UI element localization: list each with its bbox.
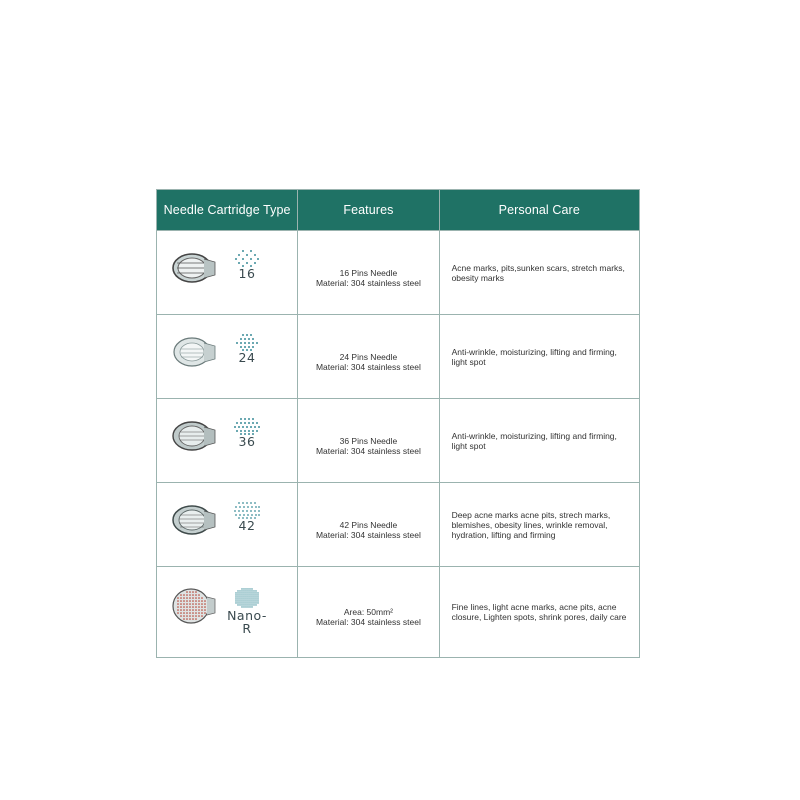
- nano-needle-dot: [177, 609, 179, 611]
- nano-pattern-dot: [241, 588, 242, 589]
- nano-needle-dot: [201, 606, 203, 608]
- cartridge-type-cell: [157, 315, 298, 399]
- nano-needle-dot: [180, 612, 182, 614]
- nano-needle-dot: [198, 594, 200, 596]
- nano-needle-dot: [192, 597, 194, 599]
- nano-pattern-dot: [247, 596, 248, 597]
- nano-needle-dot: [183, 603, 185, 605]
- nano-pattern-dot: [239, 590, 240, 591]
- nano-needle-dot: [198, 609, 200, 611]
- pin-pattern-icon: [234, 333, 260, 351]
- nano-needle-dot: [192, 591, 194, 593]
- nano-needle-dot: [195, 597, 197, 599]
- nano-needle-dot: [189, 597, 191, 599]
- table-row: [157, 231, 640, 315]
- nano-needle-dot: [195, 612, 197, 614]
- nano-pattern-dot: [247, 590, 248, 591]
- nano-pattern-dot: [251, 602, 252, 603]
- nano-needle-dot: [183, 597, 185, 599]
- pin-pattern-36: [231, 417, 263, 448]
- nano-pattern-dot: [243, 590, 244, 591]
- nano-needle-dot: [198, 606, 200, 608]
- nano-pattern-dot: [253, 592, 254, 593]
- nano-pattern-dot: [245, 600, 246, 601]
- nano-needle-dot: [204, 600, 206, 602]
- nano-needle-dot: [204, 612, 206, 614]
- nano-needle-dot: [180, 606, 182, 608]
- nano-pattern-dot: [239, 598, 240, 599]
- nano-needle-dot: [204, 609, 206, 611]
- nano-needle-dot: [189, 591, 191, 593]
- nano-pattern-dot: [251, 604, 252, 605]
- nano-pattern-dot: [243, 592, 244, 593]
- nano-needle-dot: [186, 591, 188, 593]
- nano-needle-dot: [198, 597, 200, 599]
- nano-pattern-dot: [247, 600, 248, 601]
- nano-needle-dot: [192, 609, 194, 611]
- nano-pattern-dot: [255, 596, 256, 597]
- nano-pattern-dot: [243, 598, 244, 599]
- nano-needle-dot: [201, 612, 203, 614]
- cartridge-type-cell: [157, 483, 298, 567]
- nano-pattern-dot: [257, 594, 258, 595]
- nano-needle-dot: [186, 618, 188, 620]
- nano-needle-dot: [189, 606, 191, 608]
- nano-pattern-dot: [245, 604, 246, 605]
- nano-pattern-dot: [243, 588, 244, 589]
- feature-pins: 24 Pins Needle: [339, 351, 398, 362]
- nano-pattern-dot: [241, 598, 242, 599]
- nano-needle-dot: [201, 600, 203, 602]
- nano-pattern-dot: [239, 600, 240, 601]
- nano-needle-dot: [177, 603, 179, 605]
- nano-needle-dot: [198, 615, 200, 617]
- nano-pattern-dot: [255, 600, 256, 601]
- nano-needle-dot: [195, 615, 197, 617]
- nano-needle-dot: [186, 612, 188, 614]
- nano-pattern-dot: [241, 602, 242, 603]
- nano-needle-dot: [192, 600, 194, 602]
- personal-care-cell: Anti-wrinkle, moisturizing, lifting and firming, light spot: [439, 315, 639, 399]
- features-cell: [298, 567, 439, 658]
- feature-material: Material: 304 stainless steel: [315, 445, 421, 456]
- nano-pattern-dot: [241, 604, 242, 605]
- header-personal-care: Personal Care: [439, 190, 639, 231]
- nano-needle-dot: [201, 603, 203, 605]
- nano-pattern-dot: [239, 604, 240, 605]
- nano-pattern-dot: [253, 604, 254, 605]
- nano-pattern-dot: [245, 592, 246, 593]
- needle-cartridge-image: [171, 251, 217, 285]
- nano-pattern-dot: [255, 598, 256, 599]
- nano-pattern-dot: [255, 592, 256, 593]
- nano-pattern-dot: [249, 600, 250, 601]
- feature-material: Material: 304 stainless steel: [315, 617, 421, 627]
- table-row: [157, 399, 640, 483]
- nano-pattern-dot: [243, 604, 244, 605]
- nano-pattern-dot: [251, 600, 252, 601]
- nano-pattern-dot: [249, 602, 250, 603]
- nano-pattern-dot: [237, 592, 238, 593]
- nano-needle-dot: [183, 618, 185, 620]
- nano-needle-dot: [177, 606, 179, 608]
- nano-needle-dot: [189, 609, 191, 611]
- pin-pattern-nano: [223, 587, 271, 635]
- personal-care-cell: Anti-wrinkle, moisturizing, lifting and firming, light spot: [439, 399, 639, 483]
- cartridge-type-cell: [157, 399, 298, 483]
- nano-needle-dot: [183, 609, 185, 611]
- nano-needle-dot: [180, 600, 182, 602]
- header-needle-cartridge-type: Needle Cartridge Type: [157, 190, 298, 231]
- table-header-row: [157, 190, 640, 231]
- nano-pattern-dot: [251, 596, 252, 597]
- nano-pattern-dot: [247, 598, 248, 599]
- pin-count-label: 36: [238, 434, 256, 449]
- nano-pattern-dot: [237, 598, 238, 599]
- nano-pattern-dot: [255, 594, 256, 595]
- nano-needle-dot: [198, 603, 200, 605]
- feature-material: Material: 304 stainless steel: [315, 361, 421, 372]
- nano-pattern-dot: [247, 588, 248, 589]
- nano-pattern-dot: [245, 602, 246, 603]
- nano-needle-dot: [186, 609, 188, 611]
- nano-pattern-dot: [241, 596, 242, 597]
- nano-pattern-dot: [243, 600, 244, 601]
- nano-pattern-dot: [237, 604, 238, 605]
- nano-pattern-dot: [245, 598, 246, 599]
- nano-pattern-dot: [249, 590, 250, 591]
- nano-needle-dot: [189, 603, 191, 605]
- nano-needle-dot: [192, 618, 194, 620]
- nano-needle-dot: [177, 597, 179, 599]
- nano-needle-dot: [189, 615, 191, 617]
- nano-pattern-dot: [249, 598, 250, 599]
- nano-needle-dot: [186, 594, 188, 596]
- feature-pins: 36 Pins Needle: [339, 435, 398, 446]
- nano-pattern-dot: [253, 590, 254, 591]
- pin-pattern-icon: [233, 417, 261, 435]
- nano-needle-dot: [201, 615, 203, 617]
- table-row: [157, 567, 640, 658]
- nano-pattern-dot: [235, 592, 236, 593]
- nano-needle-dot: [195, 591, 197, 593]
- nano-pattern-dot: [249, 588, 250, 589]
- nano-needle-dot: [180, 594, 182, 596]
- features-cell: [298, 231, 439, 315]
- cartridge-type-cell: [157, 567, 298, 658]
- nano-pattern-dot: [251, 588, 252, 589]
- nano-needle-dot: [195, 600, 197, 602]
- nano-cartridge-image: [171, 587, 217, 625]
- nano-pattern-dot: [237, 600, 238, 601]
- personal-care-cell: Deep acne marks acne pits, strech marks, blemishes, obesity lines, wrinkle removal, hydration, lifting and firming: [439, 483, 639, 567]
- personal-care-cell: Fine lines, light acne marks, acne pits, acne closure, Lighten spots, shrink pores, daily care: [439, 567, 639, 658]
- pin-pattern-icon: [234, 249, 260, 267]
- needle-cartridge-image: [171, 335, 217, 369]
- cartridge-type-cell: [157, 231, 298, 315]
- nano-pattern-dot: [249, 592, 250, 593]
- nano-needle-dot: [198, 600, 200, 602]
- nano-pattern-dot: [245, 596, 246, 597]
- nano-needle-dot: [183, 615, 185, 617]
- needle-cartridge-image: [171, 419, 217, 453]
- feature-pins: 42 Pins Needle: [339, 519, 398, 530]
- nano-needle-dot: [195, 606, 197, 608]
- nano-pattern-dot: [241, 594, 242, 595]
- nano-pattern-dot: [251, 590, 252, 591]
- nano-pattern-dot: [255, 590, 256, 591]
- nano-needle-dot: [189, 594, 191, 596]
- nano-needle-dot: [180, 597, 182, 599]
- needle-cartridge-table: [156, 189, 640, 658]
- nano-needle-dot: [186, 603, 188, 605]
- pin-pattern-42: [231, 501, 263, 532]
- nano-pattern-dot: [249, 596, 250, 597]
- pin-count-label: 42: [238, 518, 256, 533]
- pin-count-label: 24: [238, 350, 256, 365]
- nano-pattern-dot: [241, 592, 242, 593]
- nano-needle-dot: [186, 615, 188, 617]
- nano-pattern-dot: [237, 602, 238, 603]
- nano-pattern-dot: [239, 602, 240, 603]
- nano-pattern-dot: [251, 598, 252, 599]
- nano-needle-dot: [192, 615, 194, 617]
- nano-needle-dot: [192, 606, 194, 608]
- feature-material: Material: 304 stainless steel: [315, 277, 421, 288]
- nano-pattern-dot: [235, 598, 236, 599]
- nano-needle-dot: [186, 597, 188, 599]
- feature-material: Material: 304 stainless steel: [315, 529, 421, 540]
- nano-needle-dot: [186, 600, 188, 602]
- features-cell: [298, 483, 439, 567]
- nano-pattern-dot: [247, 604, 248, 605]
- nano-pattern-dot: [247, 592, 248, 593]
- nano-pattern-dot: [245, 594, 246, 595]
- nano-needle-dot: [189, 618, 191, 620]
- nano-pattern-dot: [257, 598, 258, 599]
- nano-pattern-dot: [253, 594, 254, 595]
- table-row: [157, 315, 640, 399]
- nano-pattern-dot: [247, 602, 248, 603]
- nano-pattern-dot: [253, 602, 254, 603]
- nano-needle-dot: [180, 615, 182, 617]
- header-features: Features: [298, 190, 439, 231]
- nano-pattern-dot: [257, 600, 258, 601]
- nano-pattern-dot: [235, 594, 236, 595]
- nano-pattern-dot: [237, 596, 238, 597]
- nano-needle-dot: [192, 612, 194, 614]
- pin-pattern-24: [231, 333, 263, 364]
- nano-needle-dot: [186, 606, 188, 608]
- nano-needle-dot: [183, 594, 185, 596]
- nano-pattern-dot: [241, 590, 242, 591]
- pin-pattern-16: [231, 249, 263, 280]
- nano-needle-dot: [183, 600, 185, 602]
- nano-pattern-dot: [241, 600, 242, 601]
- nano-pattern-dot: [253, 598, 254, 599]
- nano-needle-dot: [180, 609, 182, 611]
- nano-needle-dot: [195, 609, 197, 611]
- table-row: [157, 483, 640, 567]
- nano-pattern-dot: [255, 602, 256, 603]
- needle-cartridge-image: [171, 503, 217, 537]
- nano-needle-dot: [204, 603, 206, 605]
- nano-pattern-dot: [237, 590, 238, 591]
- nano-pattern-dot: [235, 602, 236, 603]
- nano-pattern-dot: [237, 594, 238, 595]
- pin-count-label: 16: [238, 266, 256, 281]
- features-cell: [298, 399, 439, 483]
- nano-needle-dot: [195, 594, 197, 596]
- nano-pattern-dot: [243, 602, 244, 603]
- nano-pattern-dot: [253, 596, 254, 597]
- pin-pattern-icon: [233, 501, 261, 519]
- personal-care-cell: Acne marks, pits,sunken scars, stretch marks, obesity marks: [439, 231, 639, 315]
- nano-pattern-dot: [257, 596, 258, 597]
- nano-pattern-dot: [235, 600, 236, 601]
- pin-pattern-icon: [232, 587, 262, 609]
- nano-pattern-dot: [243, 596, 244, 597]
- nano-needle-dot: [177, 612, 179, 614]
- nano-needle-dot: [183, 606, 185, 608]
- nano-pattern-dot: [243, 594, 244, 595]
- nano-pattern-dot: [249, 594, 250, 595]
- nano-pattern-dot: [251, 594, 252, 595]
- nano-pattern-dot: [249, 604, 250, 605]
- nano-needle-dot: [195, 603, 197, 605]
- nano-pattern-dot: [255, 604, 256, 605]
- nano-needle-dot: [201, 609, 203, 611]
- nano-pattern-dot: [253, 600, 254, 601]
- pin-count-label: Nano-R: [227, 608, 267, 636]
- nano-pattern-dot: [257, 602, 258, 603]
- nano-pattern-dot: [245, 588, 246, 589]
- nano-pattern-dot: [239, 596, 240, 597]
- nano-needle-dot: [192, 603, 194, 605]
- nano-pattern-dot: [245, 590, 246, 591]
- nano-pattern-dot: [239, 594, 240, 595]
- nano-needle-dot: [195, 618, 197, 620]
- nano-needle-dot: [201, 597, 203, 599]
- nano-pattern-dot: [239, 592, 240, 593]
- feature-pins: 16 Pins Needle: [339, 267, 398, 278]
- nano-needle-dot: [204, 606, 206, 608]
- features-cell: [298, 315, 439, 399]
- nano-needle-dot: [192, 594, 194, 596]
- nano-needle-dot: [189, 612, 191, 614]
- nano-needle-dot: [198, 612, 200, 614]
- nano-pattern-dot: [257, 592, 258, 593]
- nano-needle-dot: [189, 600, 191, 602]
- nano-pattern-dot: [235, 596, 236, 597]
- nano-pattern-dot: [251, 592, 252, 593]
- nano-pattern-dot: [247, 594, 248, 595]
- feature-area: Area: 50mm²: [343, 607, 393, 617]
- nano-needle-dot: [180, 603, 182, 605]
- nano-needle-dot: [183, 612, 185, 614]
- nano-needle-dot: [177, 600, 179, 602]
